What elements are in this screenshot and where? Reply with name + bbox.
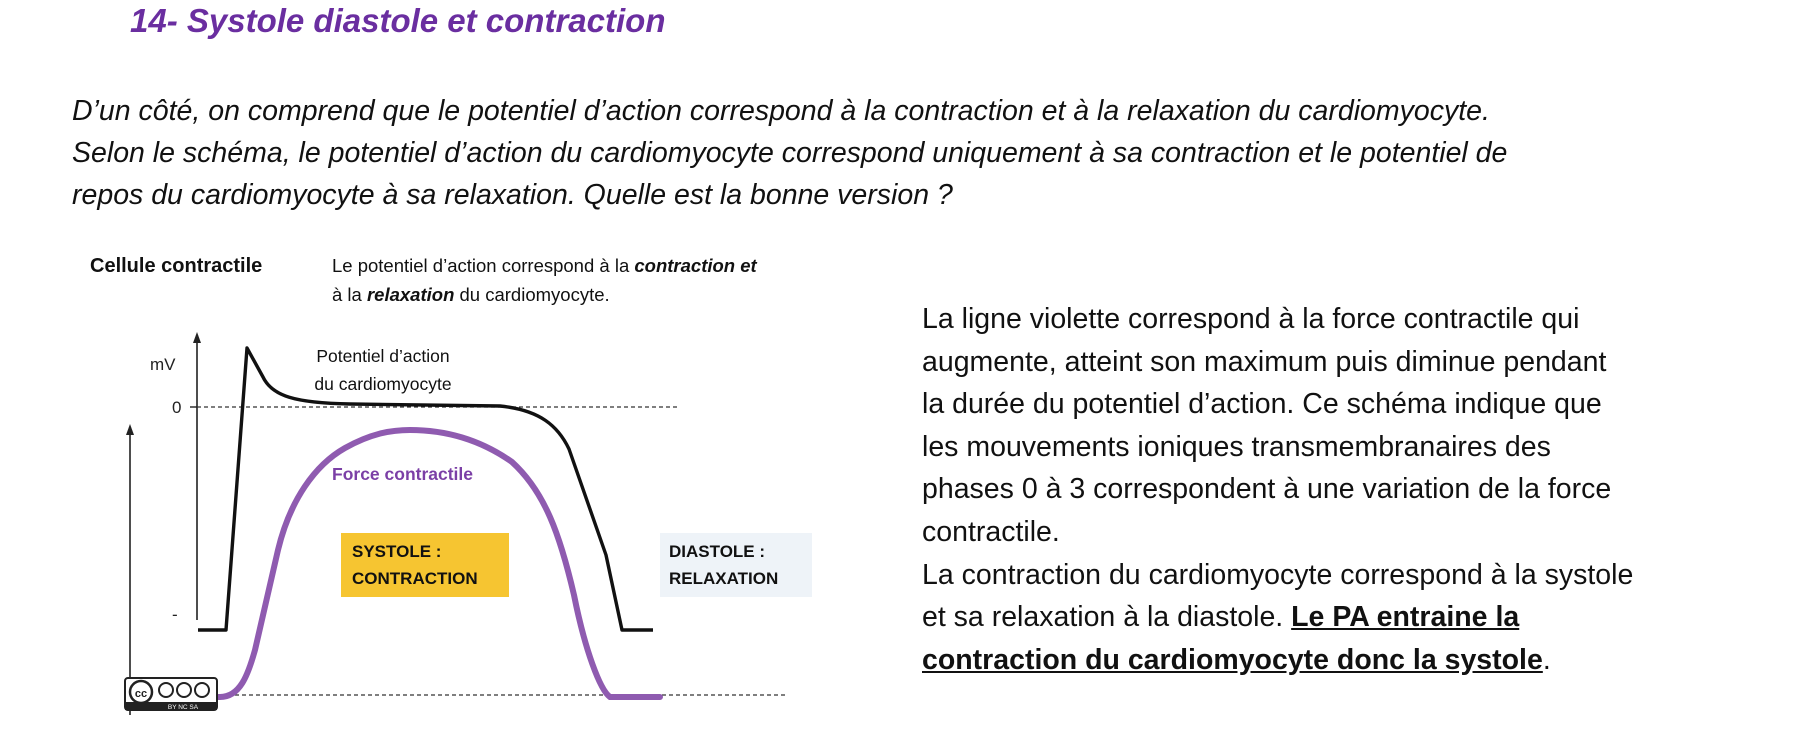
explanation-line: les mouvements ioniques transmembranaires des bbox=[922, 430, 1551, 463]
action-potential-figure bbox=[80, 250, 880, 720]
by-icon bbox=[159, 683, 173, 697]
nc-icon bbox=[177, 683, 191, 697]
tick-zero-label: 0 bbox=[172, 398, 182, 417]
explanation-line: augmente, atteint son maximum puis diminue pendant bbox=[922, 345, 1607, 378]
action-potential-label: du cardiomyocyte bbox=[314, 374, 452, 394]
explanation-line: phases 0 à 3 correspondent à une variation de la force bbox=[922, 473, 1612, 506]
caption-text: du cardiomyocyte. bbox=[454, 284, 610, 305]
caption-text: Le potentiel d’action correspond à la bbox=[332, 255, 635, 276]
panel-title: Cellule contractile bbox=[90, 255, 263, 277]
question-line: D’un côté, on comprend que le potentiel d’action correspond à la contraction et à la relaxation du cardiomyocyte. bbox=[72, 95, 1490, 127]
y-unit-label: mV bbox=[150, 355, 176, 374]
explanation-line bbox=[922, 596, 1772, 639]
relaxation-label: RELAXATION bbox=[669, 569, 779, 588]
explanation-text: . bbox=[1542, 643, 1551, 676]
explanation-line: contractile. bbox=[922, 515, 1060, 548]
section-heading: 14- Systole diastole et contraction bbox=[130, 2, 666, 39]
caption-emphasis: relaxation bbox=[366, 284, 455, 305]
explanation-line: la durée du potentiel d’action. Ce schéma indique que bbox=[922, 388, 1602, 421]
question-line: Selon le schéma, le potentiel d’action du cardiomyocyte correspond uniquement à sa contraction et le potentiel de bbox=[72, 137, 1508, 169]
figure-caption-line2 bbox=[332, 284, 610, 305]
figure-caption-line1 bbox=[332, 255, 758, 276]
force-contractile-label: Force contractile bbox=[332, 464, 474, 484]
caption-emphasis: contraction et bbox=[634, 255, 757, 276]
conclusion-emphasis: contraction du cardiomyocyte donc la systole bbox=[922, 643, 1543, 676]
contraction-label: CONTRACTION bbox=[352, 569, 478, 588]
sa-icon bbox=[195, 683, 209, 697]
explanation-text: et sa relaxation à la diastole. bbox=[922, 601, 1292, 634]
conclusion-emphasis: Le PA entraine la bbox=[1291, 601, 1520, 634]
figure-diagram bbox=[80, 250, 880, 720]
question-block bbox=[72, 90, 1772, 216]
question-line: repos du cardiomyocyte à sa relaxation. Quelle est la bonne version ? bbox=[72, 179, 953, 211]
action-potential-label: Potentiel d’action bbox=[316, 346, 450, 366]
mv-axis-arrow-icon bbox=[193, 332, 201, 343]
explanation-line bbox=[922, 639, 1772, 682]
explanation-line: La ligne violette correspond à la force contractile qui bbox=[922, 303, 1580, 335]
force-axis-arrow-icon bbox=[126, 424, 134, 435]
explanation-line: La contraction du cardiomyocyte correspond à la systole bbox=[922, 558, 1634, 591]
tick-rest-label: - bbox=[172, 605, 178, 624]
systole-label: SYSTOLE : bbox=[352, 542, 442, 561]
license-label: BY NC SA bbox=[167, 704, 199, 711]
creative-commons-badge bbox=[125, 678, 217, 711]
explanation-block bbox=[922, 298, 1772, 681]
caption-text: à la bbox=[332, 284, 367, 305]
diastole-label: DIASTOLE : bbox=[669, 542, 766, 561]
svg-text:cc: cc bbox=[134, 688, 148, 700]
